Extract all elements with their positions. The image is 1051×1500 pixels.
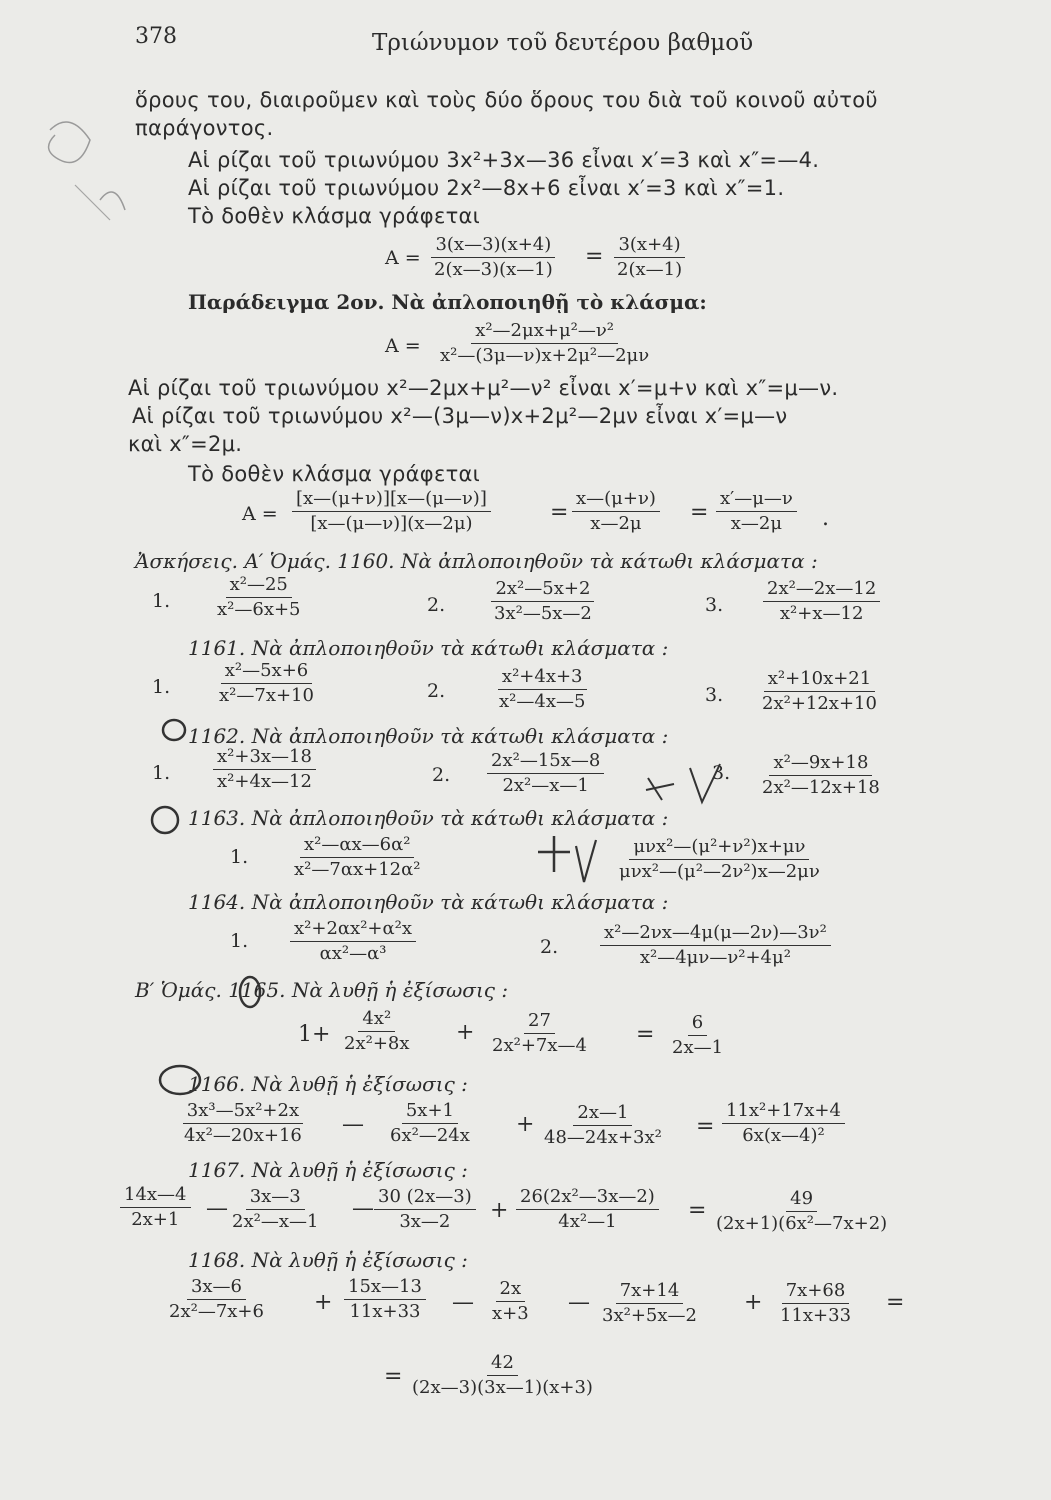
pencil-check-mark xyxy=(530,830,600,890)
equals-sign: = xyxy=(636,1022,655,1047)
example-2-heading: Παράδειγμα 2ον. Νὰ ἀπλοποιηθῇ τὸ κλάσμα: xyxy=(188,290,707,314)
denominator: x²—4μν—ν²+4μ² xyxy=(639,947,791,968)
ex-1168-f5 xyxy=(776,1280,855,1327)
denominator: 2x²+8x xyxy=(344,1033,410,1054)
denominator: μνx²—(μ²—2ν²)x—2μν xyxy=(619,861,820,882)
numerator: x²—9x+18 xyxy=(769,752,872,776)
minus-sign: — xyxy=(206,1196,228,1221)
exercise-1167-heading: 1167. Νὰ λυθῇ ἡ ἐξίσωσις : xyxy=(188,1158,468,1182)
denominator: 2x+1 xyxy=(131,1209,180,1230)
numerator: 3x—6 xyxy=(187,1276,246,1300)
example-2-lhs: A = xyxy=(385,335,421,357)
ex-1168-f1 xyxy=(165,1276,268,1323)
numerator: 2x²—15x—8 xyxy=(487,750,604,774)
item-index: 1. xyxy=(152,676,171,698)
denominator: 3x²—5x—2 xyxy=(494,603,592,624)
numerator: 6 xyxy=(688,1012,707,1036)
denominator: x—2μ xyxy=(590,513,642,534)
exercise-1162-heading: 1162. Νὰ ἀπλοποιηθοῦν τὰ κάτωθι κλάσματα : xyxy=(188,724,669,748)
numerator: x′—μ—ν xyxy=(716,488,797,512)
pencil-circle-mark xyxy=(232,972,268,1012)
denominator: 11x+33 xyxy=(349,1301,421,1322)
item-index: 2. xyxy=(432,764,451,786)
numerator: x²—2νx—4μ(μ—2ν)—3ν² xyxy=(600,922,831,946)
numerator: x²—25 xyxy=(226,574,292,598)
item-index: 1. xyxy=(230,930,249,952)
denominator: x²—(3μ—ν)x+2μ²—2μν xyxy=(440,345,650,366)
ex-1163-2 xyxy=(615,836,824,883)
eq2-fraction-2 xyxy=(572,488,660,535)
denominator: 2x²—7x+6 xyxy=(169,1301,264,1322)
denominator: x²—7x+10 xyxy=(219,685,314,706)
numerator: 3x³—5x²+2x xyxy=(183,1100,303,1124)
item-index: 3. xyxy=(705,684,724,706)
ex-1164-1 xyxy=(290,918,416,965)
numerator: 7x+68 xyxy=(782,1280,850,1304)
numerator: x—(μ+ν) xyxy=(572,488,660,512)
plus-sign: + xyxy=(516,1112,535,1137)
numerator: [x—(μ+ν)][x—(μ—ν)] xyxy=(292,488,491,512)
ex-1160-2 xyxy=(490,578,596,625)
minus-sign: — xyxy=(352,1196,374,1221)
ex-1167-f1 xyxy=(120,1184,191,1231)
ex-1166-f1 xyxy=(180,1100,306,1147)
denominator: 6x²—24x xyxy=(390,1125,470,1146)
numerator: 30 (2x—3) xyxy=(374,1186,476,1210)
exercise-1165-heading: Β′ Ὁμάς. 1165. Νὰ λυθῇ ἡ ἐξίσωσις : xyxy=(135,978,509,1002)
denominator: 2x—1 xyxy=(672,1037,724,1058)
plus-sign: + xyxy=(456,1020,475,1045)
intro-line-1: ὅρους του, διαιροῦμεν καὶ τοὺς δύο ὅρους του διὰ τοῦ κοινοῦ αὐτοῦ xyxy=(135,88,878,112)
pencil-circle-mark xyxy=(155,1060,205,1100)
denominator: 3x—2 xyxy=(399,1211,451,1232)
ex-1165-f2 xyxy=(488,1010,591,1057)
exercise-1164-heading: 1164. Νὰ ἀπλοποιηθοῦν τὰ κάτωθι κλάσματα : xyxy=(188,890,669,914)
numerator: 2x²—2x—12 xyxy=(763,578,880,602)
item-index: 1. xyxy=(230,846,249,868)
ex-1166-f3 xyxy=(540,1102,666,1149)
numerator: 3(x+4) xyxy=(614,234,684,258)
denominator: 2x²—x—1 xyxy=(232,1211,319,1232)
exercise-1163-heading: 1163. Νὰ ἀπλοποιηθοῦν τὰ κάτωθι κλάσματα : xyxy=(188,806,669,830)
denominator: x²—6x+5 xyxy=(217,599,301,620)
exercise-1161-heading: 1161. Νὰ ἀπλοποιηθοῦν τὰ κάτωθι κλάσματα : xyxy=(188,636,669,660)
numerator: x²+10x+21 xyxy=(764,668,876,692)
eq1-fraction-2 xyxy=(613,234,686,281)
equals-sign: = xyxy=(696,1114,715,1139)
eq1-fraction-1 xyxy=(430,234,557,281)
item-index: 2. xyxy=(540,936,559,958)
pencil-check-mark xyxy=(640,760,730,810)
item-index: 2. xyxy=(427,594,446,616)
ex-1160-3 xyxy=(763,578,880,625)
denominator: x—2μ xyxy=(730,513,783,534)
ex-1168-f3 xyxy=(488,1278,533,1325)
eq2-lhs: A = xyxy=(242,503,278,525)
denominator: x+3 xyxy=(492,1303,529,1324)
denominator: 2x²—x—1 xyxy=(502,775,589,796)
ex-1167-f5 xyxy=(712,1188,891,1235)
denominator: x²—7αx+12α² xyxy=(294,859,421,880)
numerator: x²—2μx+μ²—ν² xyxy=(471,320,618,344)
denominator: x²+x—12 xyxy=(779,603,864,624)
ex-1168-f2 xyxy=(344,1276,426,1323)
eq2-fraction-1 xyxy=(292,488,491,535)
ex-1167-f3 xyxy=(374,1186,476,1233)
pencil-scribble-mark xyxy=(20,90,130,230)
roots-line-2: Αἱ ρίζαι τοῦ τριωνύμου 2x²—8x+6 εἶναι x′=3 καὶ x″=1. xyxy=(188,176,785,200)
ex-1162-1 xyxy=(213,746,316,793)
intro-line-2: παράγοντος. xyxy=(135,116,274,140)
plus-sign: + xyxy=(490,1198,509,1223)
minus-sign: — xyxy=(452,1290,474,1315)
numerator: 2x²—5x+2 xyxy=(491,578,594,602)
roots-line-1: Αἱ ρίζαι τοῦ τριωνύμου 3x²+3x—36 εἶναι x′=3 καὶ x″=—4. xyxy=(188,148,820,172)
minus-sign: — xyxy=(342,1112,364,1137)
example-2-roots-1: Αἱ ρίζαι τοῦ τριωνύμου x²—2μx+μ²—ν² εἶναι x′=μ+ν καὶ x″=μ—ν. xyxy=(128,376,839,400)
denominator: 11x+33 xyxy=(780,1305,852,1326)
ex-1162-3 xyxy=(758,752,884,799)
numerator: 2x—1 xyxy=(573,1102,632,1126)
denominator: 2x²+7x—4 xyxy=(492,1035,587,1056)
numerator: x²+2αx²+α²x xyxy=(290,918,416,942)
item-index: 3. xyxy=(712,762,731,784)
numerator: x²+4x+3 xyxy=(498,666,587,690)
denominator: x²+4x—12 xyxy=(217,771,312,792)
ex-1167-f4 xyxy=(516,1186,659,1233)
denominator: 2(x—1) xyxy=(617,259,683,280)
equals-sign: = xyxy=(585,244,604,269)
one-plus: 1+ xyxy=(298,1022,331,1047)
numerator: x²+3x—18 xyxy=(213,746,316,770)
denominator: (2x+1)(6x²—7x+2) xyxy=(716,1213,888,1234)
item-index: 1. xyxy=(152,590,171,612)
denominator: (2x—3)(3x—1)(x+3) xyxy=(412,1377,593,1398)
equals-sign: = xyxy=(550,500,569,525)
denominator: 6x(x—4)² xyxy=(742,1125,825,1146)
numerator: 3(x—3)(x+4) xyxy=(431,234,555,258)
denominator: 2x²+12x+10 xyxy=(762,693,877,714)
page-title: Τριώνυμον τοῦ δευτέρου βαθμοῦ xyxy=(372,30,754,56)
period: . xyxy=(822,506,829,531)
denominator: 48—24x+3x² xyxy=(544,1127,662,1148)
exercise-1168-heading: 1168. Νὰ λυθῇ ἡ ἐξίσωσις : xyxy=(188,1248,468,1272)
numerator: x²—αx—6α² xyxy=(300,834,415,858)
numerator: 49 xyxy=(786,1188,817,1212)
ex-1160-1 xyxy=(213,574,305,621)
numerator: 2x xyxy=(496,1278,526,1302)
plus-sign: + xyxy=(314,1290,333,1315)
numerator: 42 xyxy=(487,1352,518,1376)
ex-1165-f1 xyxy=(340,1008,414,1055)
example-2-fraction xyxy=(436,320,653,367)
plus-sign: + xyxy=(744,1290,763,1315)
ex-1168-f4 xyxy=(598,1280,701,1327)
item-index: 1. xyxy=(152,762,171,784)
pencil-circle-mark xyxy=(145,800,185,840)
equals-sign: = xyxy=(384,1364,403,1389)
denominator: αx²—α³ xyxy=(319,943,387,964)
ex-1168-f6 xyxy=(408,1352,597,1399)
ex-1161-3 xyxy=(758,668,881,715)
numerator: 7x+14 xyxy=(616,1280,684,1304)
denominator: x²—4x—5 xyxy=(499,691,586,712)
denominator: 2(x—3)(x—1) xyxy=(434,259,553,280)
ex-1163-1 xyxy=(290,834,424,881)
example-2-roots-2b: καὶ x″=2μ. xyxy=(128,432,243,456)
item-index: 3. xyxy=(705,594,724,616)
ex-1165-f3 xyxy=(668,1012,727,1059)
equals-sign: = xyxy=(688,1198,707,1223)
exercises-heading: Ἀσκήσεις. Α′ Ὁμάς. 1160. Νὰ ἀπλοποιηθοῦν τὰ κάτωθι κλάσματα : xyxy=(135,549,818,573)
exercise-1166-heading: 1166. Νὰ λυθῇ ἡ ἐξίσωσις : xyxy=(188,1072,468,1096)
example-2-roots-2: Αἱ ρίζαι τοῦ τριωνύμου x²—(3μ—ν)x+2μ²—2μν εἶναι x′=μ—ν xyxy=(132,404,788,428)
ex-1166-f2 xyxy=(386,1100,474,1147)
denominator: 4x²—20x+16 xyxy=(184,1125,302,1146)
ex-1166-f4 xyxy=(722,1100,845,1147)
denominator: 3x²+5x—2 xyxy=(602,1305,697,1326)
numerator: 11x²+17x+4 xyxy=(722,1100,845,1124)
numerator: μνx²—(μ²+ν²)x+μν xyxy=(629,836,809,860)
numerator: x²—5x+6 xyxy=(221,660,313,684)
numerator: 26(2x²—3x—2) xyxy=(516,1186,659,1210)
ex-1161-2 xyxy=(495,666,589,713)
equals-sign: = xyxy=(886,1290,905,1315)
ex-1162-2 xyxy=(487,750,604,797)
ex-1167-f2 xyxy=(228,1186,322,1233)
written-line-2: Τὸ δοθὲν κλάσμα γράφεται xyxy=(188,462,481,486)
page-number: 378 xyxy=(135,24,177,49)
minus-sign: — xyxy=(568,1290,590,1315)
denominator: 4x²—1 xyxy=(558,1211,617,1232)
item-index: 2. xyxy=(427,680,446,702)
denominator: 2x²—12x+18 xyxy=(762,777,880,798)
ex-1164-2 xyxy=(600,922,831,969)
numerator: 3x—3 xyxy=(246,1186,305,1210)
ex-1161-1 xyxy=(215,660,318,707)
written-line-1: Τὸ δοθὲν κλάσμα γράφεται xyxy=(188,204,481,228)
numerator: 27 xyxy=(524,1010,555,1034)
numerator: 5x+1 xyxy=(402,1100,458,1124)
denominator: [x—(μ—ν)](x—2μ) xyxy=(310,513,473,534)
pencil-circle-mark xyxy=(160,716,190,746)
numerator: 14x—4 xyxy=(120,1184,191,1208)
equals-sign: = xyxy=(690,500,709,525)
eq2-fraction-3 xyxy=(716,488,797,535)
numerator: 15x—13 xyxy=(344,1276,426,1300)
eq1-lhs: A = xyxy=(385,247,421,269)
numerator: 4x² xyxy=(358,1008,395,1032)
